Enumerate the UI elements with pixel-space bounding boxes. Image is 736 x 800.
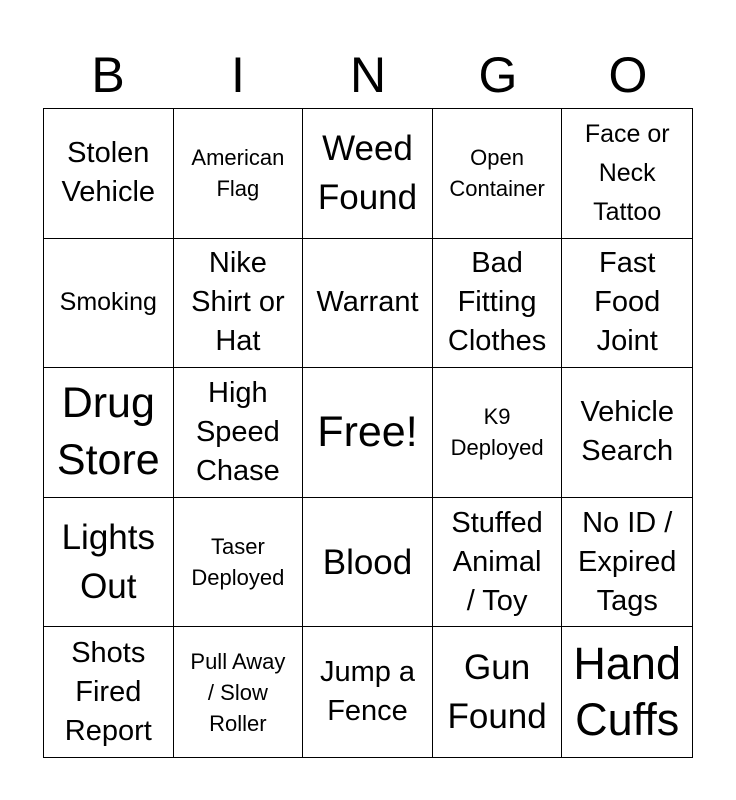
header-letter-b: B — [91, 47, 125, 103]
bingo-cell-label: Smoking — [59, 288, 157, 317]
bingo-cell[interactable] — [562, 239, 692, 369]
bingo-cell[interactable] — [562, 498, 692, 628]
bingo-cell-label: Face or Neck Tattoo — [584, 119, 670, 226]
bingo-cell-label: High Speed Chase — [195, 376, 280, 487]
bingo-cell-label: Stuffed Animal / Toy — [451, 506, 543, 617]
bingo-cell[interactable] — [303, 627, 433, 757]
bingo-cell-label: Hand Cuffs — [573, 638, 681, 746]
bingo-cell[interactable] — [44, 239, 174, 369]
bingo-cell-label: Fast Food Joint — [594, 247, 661, 358]
bingo-cell[interactable] — [303, 368, 433, 498]
bingo-cell-label: Blood — [322, 542, 413, 582]
bingo-cell[interactable] — [44, 109, 174, 239]
bingo-cell-label: American Flag — [191, 145, 285, 202]
bingo-board — [43, 108, 693, 758]
bingo-cell[interactable] — [433, 627, 563, 757]
bingo-cell-label: Warrant — [316, 286, 419, 319]
bingo-cell-label: Taser Deployed — [191, 534, 285, 591]
bingo-cell-label: Gun Found — [447, 648, 547, 737]
bingo-cell-label: Drug Store — [56, 379, 160, 485]
bingo-cell[interactable] — [562, 109, 692, 239]
bingo-cell[interactable] — [433, 109, 563, 239]
bingo-cell-label: Weed Found — [317, 129, 418, 218]
bingo-cell[interactable] — [433, 368, 563, 498]
bingo-cell-label: Pull Away / Slow Roller — [190, 648, 286, 736]
bingo-cell[interactable] — [433, 498, 563, 628]
bingo-cell[interactable] — [44, 498, 174, 628]
bingo-cell-label: Shots Fired Report — [64, 636, 152, 747]
bingo-cell-label: Lights Out — [61, 518, 155, 607]
bingo-cell-label: Free! — [317, 407, 418, 456]
bingo-cell[interactable] — [174, 239, 304, 369]
bingo-cell-label: Nike Shirt or Hat — [191, 247, 285, 358]
bingo-cell[interactable] — [303, 239, 433, 369]
header-letter-g: G — [478, 47, 518, 103]
bingo-cell-label: Jump a Fence — [319, 656, 416, 728]
bingo-cell-label: Bad Fitting Clothes — [447, 247, 547, 358]
bingo-cell-label: Open Container — [449, 145, 545, 202]
bingo-cell[interactable] — [174, 368, 304, 498]
bingo-cell[interactable] — [303, 498, 433, 628]
bingo-cell[interactable] — [303, 109, 433, 239]
bingo-cell[interactable] — [174, 109, 304, 239]
bingo-cell[interactable] — [174, 498, 304, 628]
header-letter-i: I — [231, 47, 245, 103]
bingo-cell-label: No ID / Expired Tags — [578, 506, 677, 617]
bingo-cell[interactable] — [562, 368, 692, 498]
bingo-cell-label: Stolen Vehicle — [61, 137, 156, 209]
bingo-cell-label: Vehicle Search — [580, 396, 674, 468]
header-letter-n: N — [349, 47, 387, 103]
bingo-cell[interactable] — [562, 627, 692, 757]
bingo-cell[interactable] — [44, 627, 174, 757]
bingo-cell-label: K9 Deployed — [450, 404, 544, 461]
bingo-cell[interactable] — [433, 239, 563, 369]
bingo-header — [43, 42, 693, 108]
bingo-cell[interactable] — [174, 627, 304, 757]
header-letter-o: O — [608, 47, 648, 103]
bingo-cell[interactable] — [44, 368, 174, 498]
